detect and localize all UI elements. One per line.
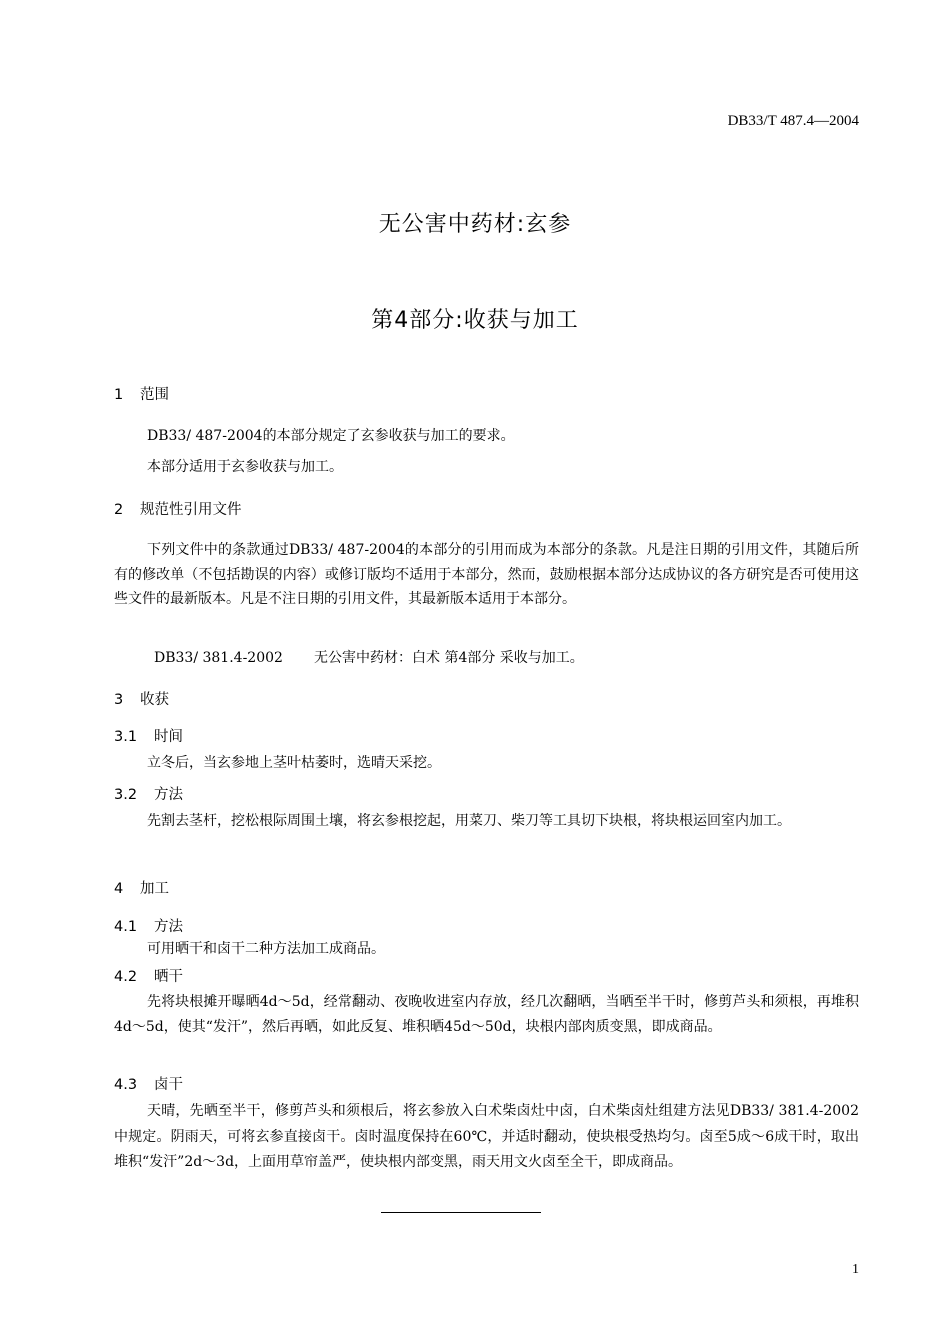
subsection-title: 时间 [154, 729, 183, 745]
paragraph: 本部分适用于玄参收获与加工。 [147, 459, 343, 475]
subsection-number: 4.3 [114, 1077, 138, 1093]
paragraph: 先割去茎杆，挖松根际周围土壤，将玄参根挖起，用菜刀、柴刀等工具切下块根，将块根运回室内加工。 [147, 813, 791, 829]
section-heading-harvest [114, 688, 169, 709]
subsection-title: 方法 [154, 787, 183, 803]
section-title: 加工 [140, 881, 169, 897]
reference-code: DB33/ 381.4-2002 [154, 650, 283, 666]
page-number: 1 [852, 1262, 859, 1277]
document-title: 无公害中药材:玄参 [378, 212, 572, 237]
section-heading-processing [114, 877, 169, 898]
reference-entry [154, 647, 584, 667]
paragraph: 天晴，先晒至半干，修剪芦头和须根后，将玄参放入白术柴卤灶中卤，白术柴卤灶组建方法见DB33/ 381.4-2002中规定。阴雨天，可将玄参直接卤干。卤时温度保持在60℃，并适时翻动，使块根受热均匀。卤至5成～6成干时，取出堆积“发汗”2d～3d，上面用草帘盖严，使块根内部变黑，雨天用文火卤至全干，即成商品。 [114, 1103, 859, 1170]
section-title: 范围 [140, 387, 169, 403]
section-number: 2 [114, 502, 124, 518]
subsection-number: 4.2 [114, 969, 138, 985]
section-title: 规范性引用文件 [140, 502, 242, 518]
subsection-title: 方法 [154, 919, 183, 935]
subsection-title: 晒干 [154, 969, 183, 985]
subsection-heading-time [114, 725, 183, 746]
section-number: 3 [114, 692, 124, 708]
subsection-number: 4.1 [114, 919, 138, 935]
paragraph: 下列文件中的条款通过DB33/ 487-2004的本部分的引用而成为本部分的条款。凡是注日期的引用文件，其随后所有的修改单（不包括勘误的内容）或修订版均不适用于本部分，然而，鼓励根据本部分达成协议的各方研究是否可使用这些文件的最新版本。凡是不注日期的引用文件，其最新版本适用于本部分。 [114, 542, 859, 607]
subsection-heading-sun-drying [114, 965, 183, 986]
subsection-heading-processing-method [114, 915, 183, 936]
document-subtitle: 第4部分:收获与加工 [371, 308, 579, 333]
subsection-heading-method [114, 783, 183, 804]
paragraph: DB33/ 487-2004的本部分规定了玄参收获与加工的要求。 [147, 428, 515, 444]
section-title: 收获 [140, 692, 169, 708]
paragraph: 先将块根摊开曝晒4d～5d，经常翻动、夜晚收进室内存放，经几次翻晒，当晒至半干时，修剪芦头和须根，再堆积4d～5d，使其“发汗”，然后再晒，如此反复、堆积晒45d～50d，块根内部肉质变黑，即成商品。 [114, 994, 859, 1035]
paragraph: 可用晒干和卤干二种方法加工成商品。 [147, 941, 385, 957]
standard-number: DB33/T 487.4—2004 [727, 113, 859, 129]
subsection-heading-kiln-drying [114, 1073, 183, 1094]
end-rule [381, 1212, 541, 1213]
section-number: 1 [114, 387, 124, 403]
paragraph: 立冬后，当玄参地上茎叶枯萎时，选晴天采挖。 [147, 755, 441, 771]
section-heading-scope [114, 383, 169, 404]
subsection-number: 3.2 [114, 787, 138, 803]
subsection-number: 3.1 [114, 729, 138, 745]
section-heading-normative-references [114, 498, 242, 519]
reference-title: 无公害中药材：白术 第4部分 采收与加工。 [314, 650, 584, 666]
subsection-title: 卤干 [154, 1077, 183, 1093]
section-number: 4 [114, 881, 124, 897]
